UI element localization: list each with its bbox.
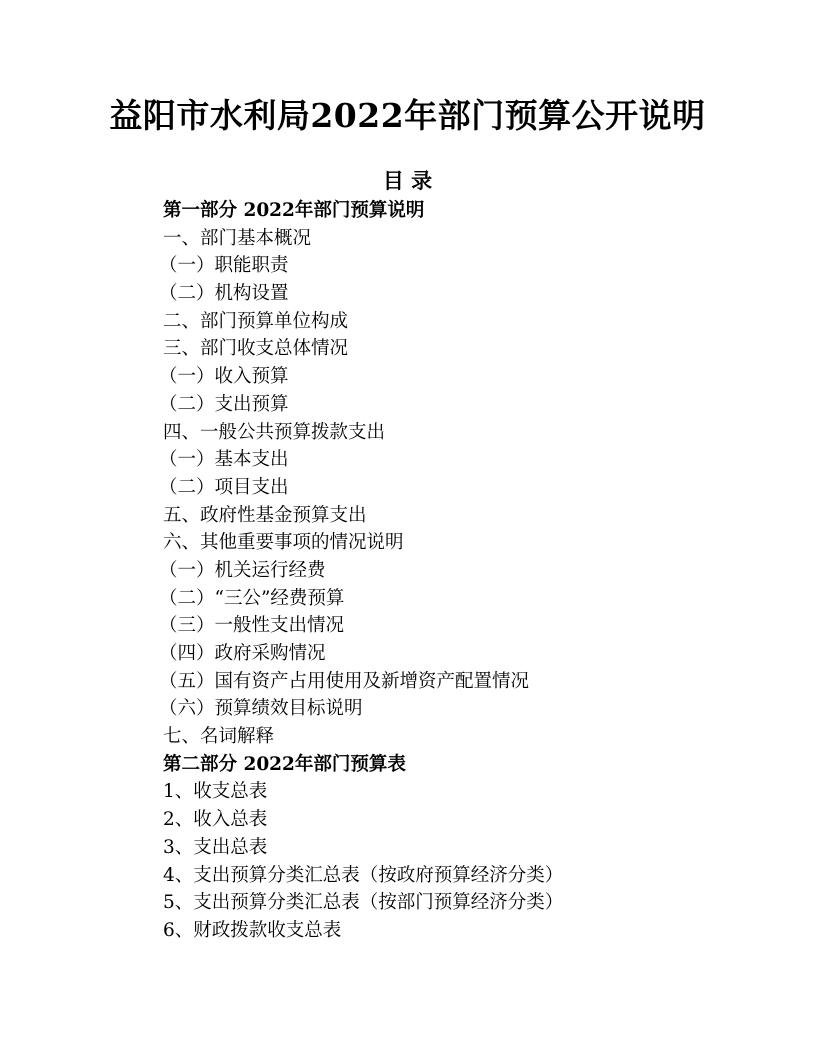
toc-entry: （一）机关运行经费 [159,559,326,581]
toc-entry: 五、政府性基金预算支出 [163,504,367,526]
toc-entry: （六）预算绩效目标说明 [159,698,363,720]
toc-entry: 6、财政拨款收支总表 [163,919,342,941]
table-of-contents [159,197,783,945]
document-title: 益阳市水利局2022年部门预算公开说明 [109,96,706,135]
toc-part-heading: 第一部分 2022年部门预算说明 [163,200,425,221]
toc-entry: （四）政府采购情况 [159,643,326,664]
toc-entry: （二）支出预算 [159,393,289,415]
toc-entry: （二）项目支出 [159,476,289,498]
toc-entry: 5、支出预算分类汇总表（按部门预算经济分类） [163,892,564,914]
toc-entry: 4、支出预算分类汇总表（按政府预算经济分类） [163,864,564,886]
toc-entry: （三）一般性支出情况 [159,615,345,637]
toc-entry: 一、部门基本概况 [163,227,312,249]
toc-entry: 1、收支总表 [163,781,268,803]
toc-entry: （二）机构设置 [159,283,289,305]
toc-entry: 七、名词解释 [163,726,275,748]
toc-entry: 三、部门收支总体情况 [163,338,349,360]
toc-entry: 3、支出总表 [163,836,268,858]
toc-heading: 目 录 [382,168,433,193]
toc-entry: （一）收入预算 [159,366,289,388]
toc-entry: （一）职能职责 [159,255,289,277]
toc-entry: 六、其他重要事项的情况说明 [163,532,404,554]
toc-entry: （一）基本支出 [159,449,289,471]
toc-entry: 二、部门预算单位构成 [163,310,349,332]
toc-entry: 2、收入总表 [163,809,268,831]
toc-entry: （二）“三公”经费预算 [159,587,345,609]
toc-entry: 四、一般公共预算拨款支出 [163,421,386,443]
toc-entry: （五）国有资产占用使用及新增资产配置情况 [159,670,530,692]
toc-part-heading: 第二部分 2022年部门预算表 [163,753,406,775]
